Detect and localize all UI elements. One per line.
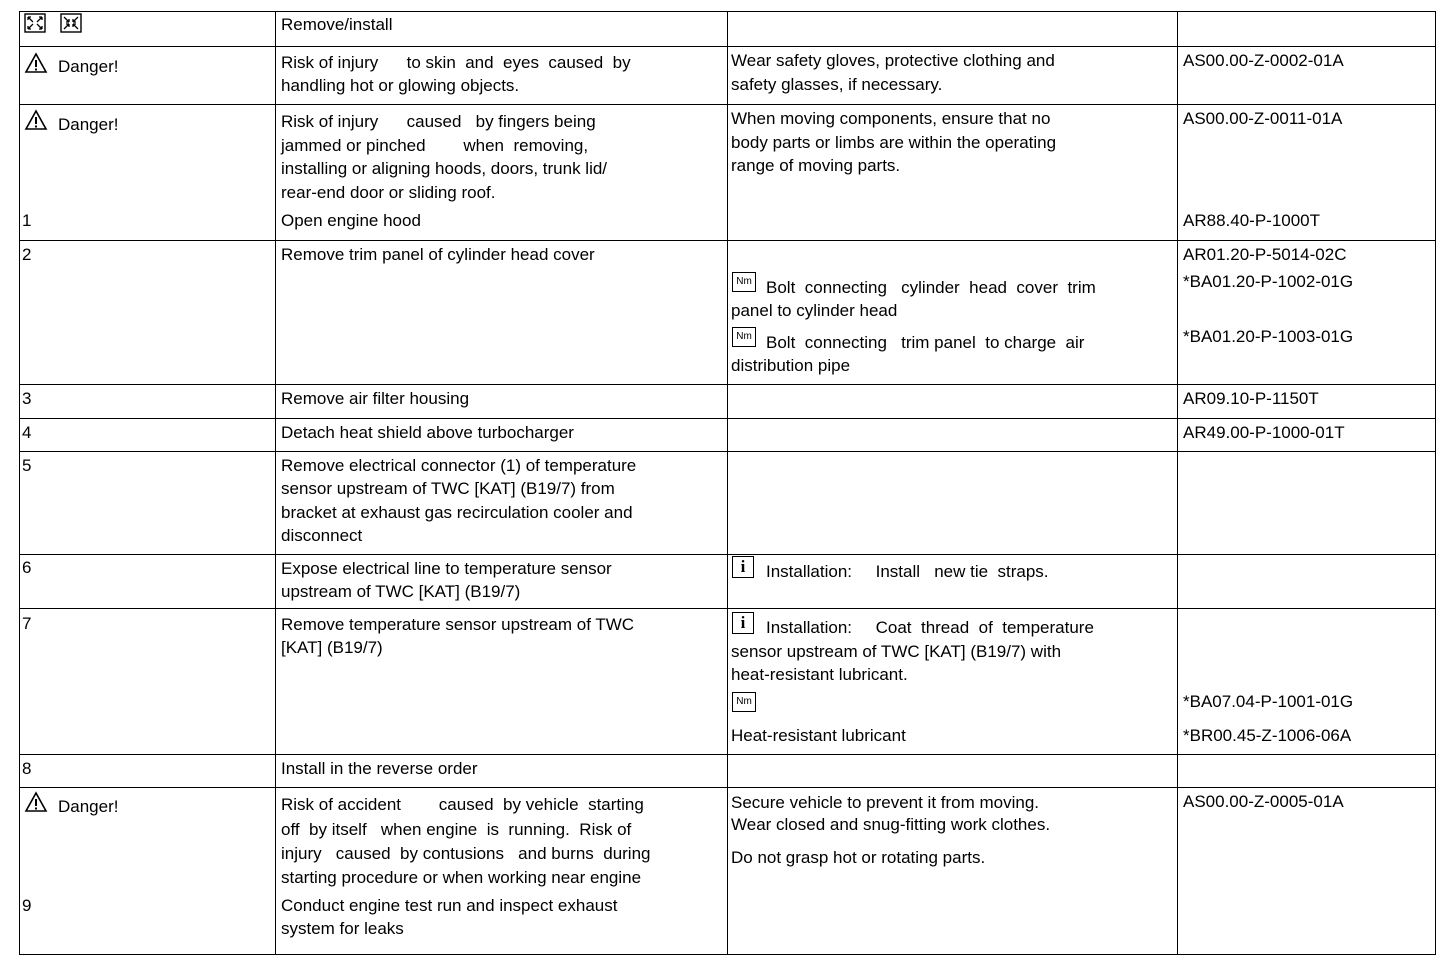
hazard-text: Risk of injury to skin and eyes caused by xyxy=(281,53,631,72)
section-title: Remove/install xyxy=(281,15,393,34)
document-ref[interactable]: *BR00.45-Z-1006-06A xyxy=(1183,726,1352,745)
safety-instruction: body parts or limbs are within the operating xyxy=(731,133,1057,152)
warning-triangle-icon xyxy=(24,52,48,74)
warning-triangle-icon xyxy=(24,791,48,813)
step-text: Install in the reverse order xyxy=(281,759,478,778)
column-divider-3 xyxy=(1177,11,1178,954)
remove-icon xyxy=(24,13,46,33)
step-text: [KAT] (B19/7) xyxy=(281,638,383,657)
safety-instruction: When moving components, ensure that no xyxy=(731,109,1051,128)
danger-label: Danger! xyxy=(58,57,119,76)
step-text: sensor upstream of TWC [KAT] (B19/7) from xyxy=(281,479,615,498)
row-divider xyxy=(19,754,1436,755)
torque-spec: distribution pipe xyxy=(731,356,851,375)
step-number: 7 xyxy=(22,614,32,633)
hazard-text: Risk of accident caused by vehicle starting xyxy=(281,795,644,814)
step-text: Expose electrical line to temperature sensor xyxy=(281,559,612,578)
step-text: Conduct engine test run and inspect exhaust xyxy=(281,896,618,915)
row-divider xyxy=(19,240,1436,241)
hazard-text: rear-end door or sliding roof. xyxy=(281,183,496,202)
hazard-text: installing or aligning hoods, doors, trunk lid/ xyxy=(281,159,608,178)
step-number: 4 xyxy=(22,423,32,442)
step-text: system for leaks xyxy=(281,919,404,938)
row-divider xyxy=(19,11,1436,12)
row-divider xyxy=(19,554,1436,555)
torque-spec: Bolt connecting trim panel to charge air xyxy=(766,333,1085,352)
torque-nm-icon: Nm xyxy=(732,272,756,292)
table-border-right xyxy=(1435,11,1436,954)
info-icon: i xyxy=(732,556,754,578)
torque-nm-icon: Nm xyxy=(732,692,756,712)
document-ref[interactable]: *BA01.20-P-1002-01G xyxy=(1183,272,1354,291)
step-number: 3 xyxy=(22,389,32,408)
step-number: 2 xyxy=(22,245,32,264)
hazard-text: handling hot or glowing objects. xyxy=(281,76,520,95)
safety-instruction: Wear safety gloves, protective clothing and xyxy=(731,51,1055,70)
safety-instruction: Do not grasp hot or rotating parts. xyxy=(731,848,986,867)
document-ref[interactable]: AR49.00-P-1000-01T xyxy=(1183,423,1345,442)
step-number: 6 xyxy=(22,558,32,577)
info-icon: i xyxy=(732,612,754,634)
step-text: disconnect xyxy=(281,526,363,545)
step-text: Remove electrical connector (1) of temperature xyxy=(281,456,637,475)
step-number: 5 xyxy=(22,456,32,475)
step-text: bracket at exhaust gas recirculation cooler and xyxy=(281,503,633,522)
safety-instruction: safety glasses, if necessary. xyxy=(731,75,943,94)
document-ref[interactable]: AS00.00-Z-0011-01A xyxy=(1183,109,1343,128)
step-text: upstream of TWC [KAT] (B19/7) xyxy=(281,582,521,601)
row-divider xyxy=(19,104,1436,105)
lubricant-label: Heat-resistant lubricant xyxy=(731,726,906,745)
hazard-text: Risk of injury caused by fingers being xyxy=(281,112,596,131)
step-number: 1 xyxy=(22,211,32,230)
row-divider xyxy=(19,787,1436,788)
step-text: Open engine hood xyxy=(281,211,421,230)
step-text: Remove air filter housing xyxy=(281,389,470,408)
torque-nm-icon: Nm xyxy=(732,327,756,347)
safety-instruction: Secure vehicle to prevent it from moving. xyxy=(731,793,1040,812)
installation-note: Installation: Install new tie straps. xyxy=(766,562,1049,581)
row-divider xyxy=(19,451,1436,452)
hazard-text: off by itself when engine is running. Risk of xyxy=(281,820,632,839)
step-number: 9 xyxy=(22,896,32,915)
step-text: Remove temperature sensor upstream of TWC xyxy=(281,615,635,634)
document-ref[interactable]: AR88.40-P-1000T xyxy=(1183,211,1321,230)
hazard-text: jammed or pinched when removing, xyxy=(281,136,589,155)
hazard-text: injury caused by contusions and burns during xyxy=(281,844,651,863)
document-ref[interactable]: AR01.20-P-5014-02C xyxy=(1183,245,1347,264)
row-divider xyxy=(19,608,1436,609)
step-text: Detach heat shield above turbocharger xyxy=(281,423,574,442)
torque-spec: Bolt connecting cylinder head cover trim xyxy=(766,278,1096,297)
document-ref[interactable]: AS00.00-Z-0002-01A xyxy=(1183,51,1344,70)
row-divider xyxy=(19,46,1436,47)
install-icon xyxy=(60,13,82,33)
document-ref[interactable]: AS00.00-Z-0005-01A xyxy=(1183,792,1344,811)
document-ref[interactable]: *BA01.20-P-1003-01G xyxy=(1183,327,1354,346)
step-text: Remove trim panel of cylinder head cover xyxy=(281,245,595,264)
step-number: 8 xyxy=(22,759,32,778)
installation-note: Installation: Coat thread of temperature xyxy=(766,618,1094,637)
table-border-left xyxy=(19,11,20,954)
installation-note: sensor upstream of TWC [KAT] (B19/7) with xyxy=(731,642,1062,661)
danger-label: Danger! xyxy=(58,115,119,134)
danger-label: Danger! xyxy=(58,797,119,816)
row-divider xyxy=(19,954,1436,955)
column-divider-1 xyxy=(275,11,276,954)
column-divider-2 xyxy=(727,11,728,954)
warning-triangle-icon xyxy=(24,109,48,131)
hazard-text: starting procedure or when working near engine xyxy=(281,868,642,887)
installation-note: heat-resistant lubricant. xyxy=(731,665,908,684)
document-ref[interactable]: *BA07.04-P-1001-01G xyxy=(1183,692,1354,711)
document-ref[interactable]: AR09.10-P-1150T xyxy=(1183,389,1319,408)
row-divider xyxy=(19,418,1436,419)
torque-spec: panel to cylinder head xyxy=(731,301,898,320)
safety-instruction: range of moving parts. xyxy=(731,156,901,175)
safety-instruction: Wear closed and snug-fitting work clothes. xyxy=(731,815,1051,834)
row-divider xyxy=(19,384,1436,385)
